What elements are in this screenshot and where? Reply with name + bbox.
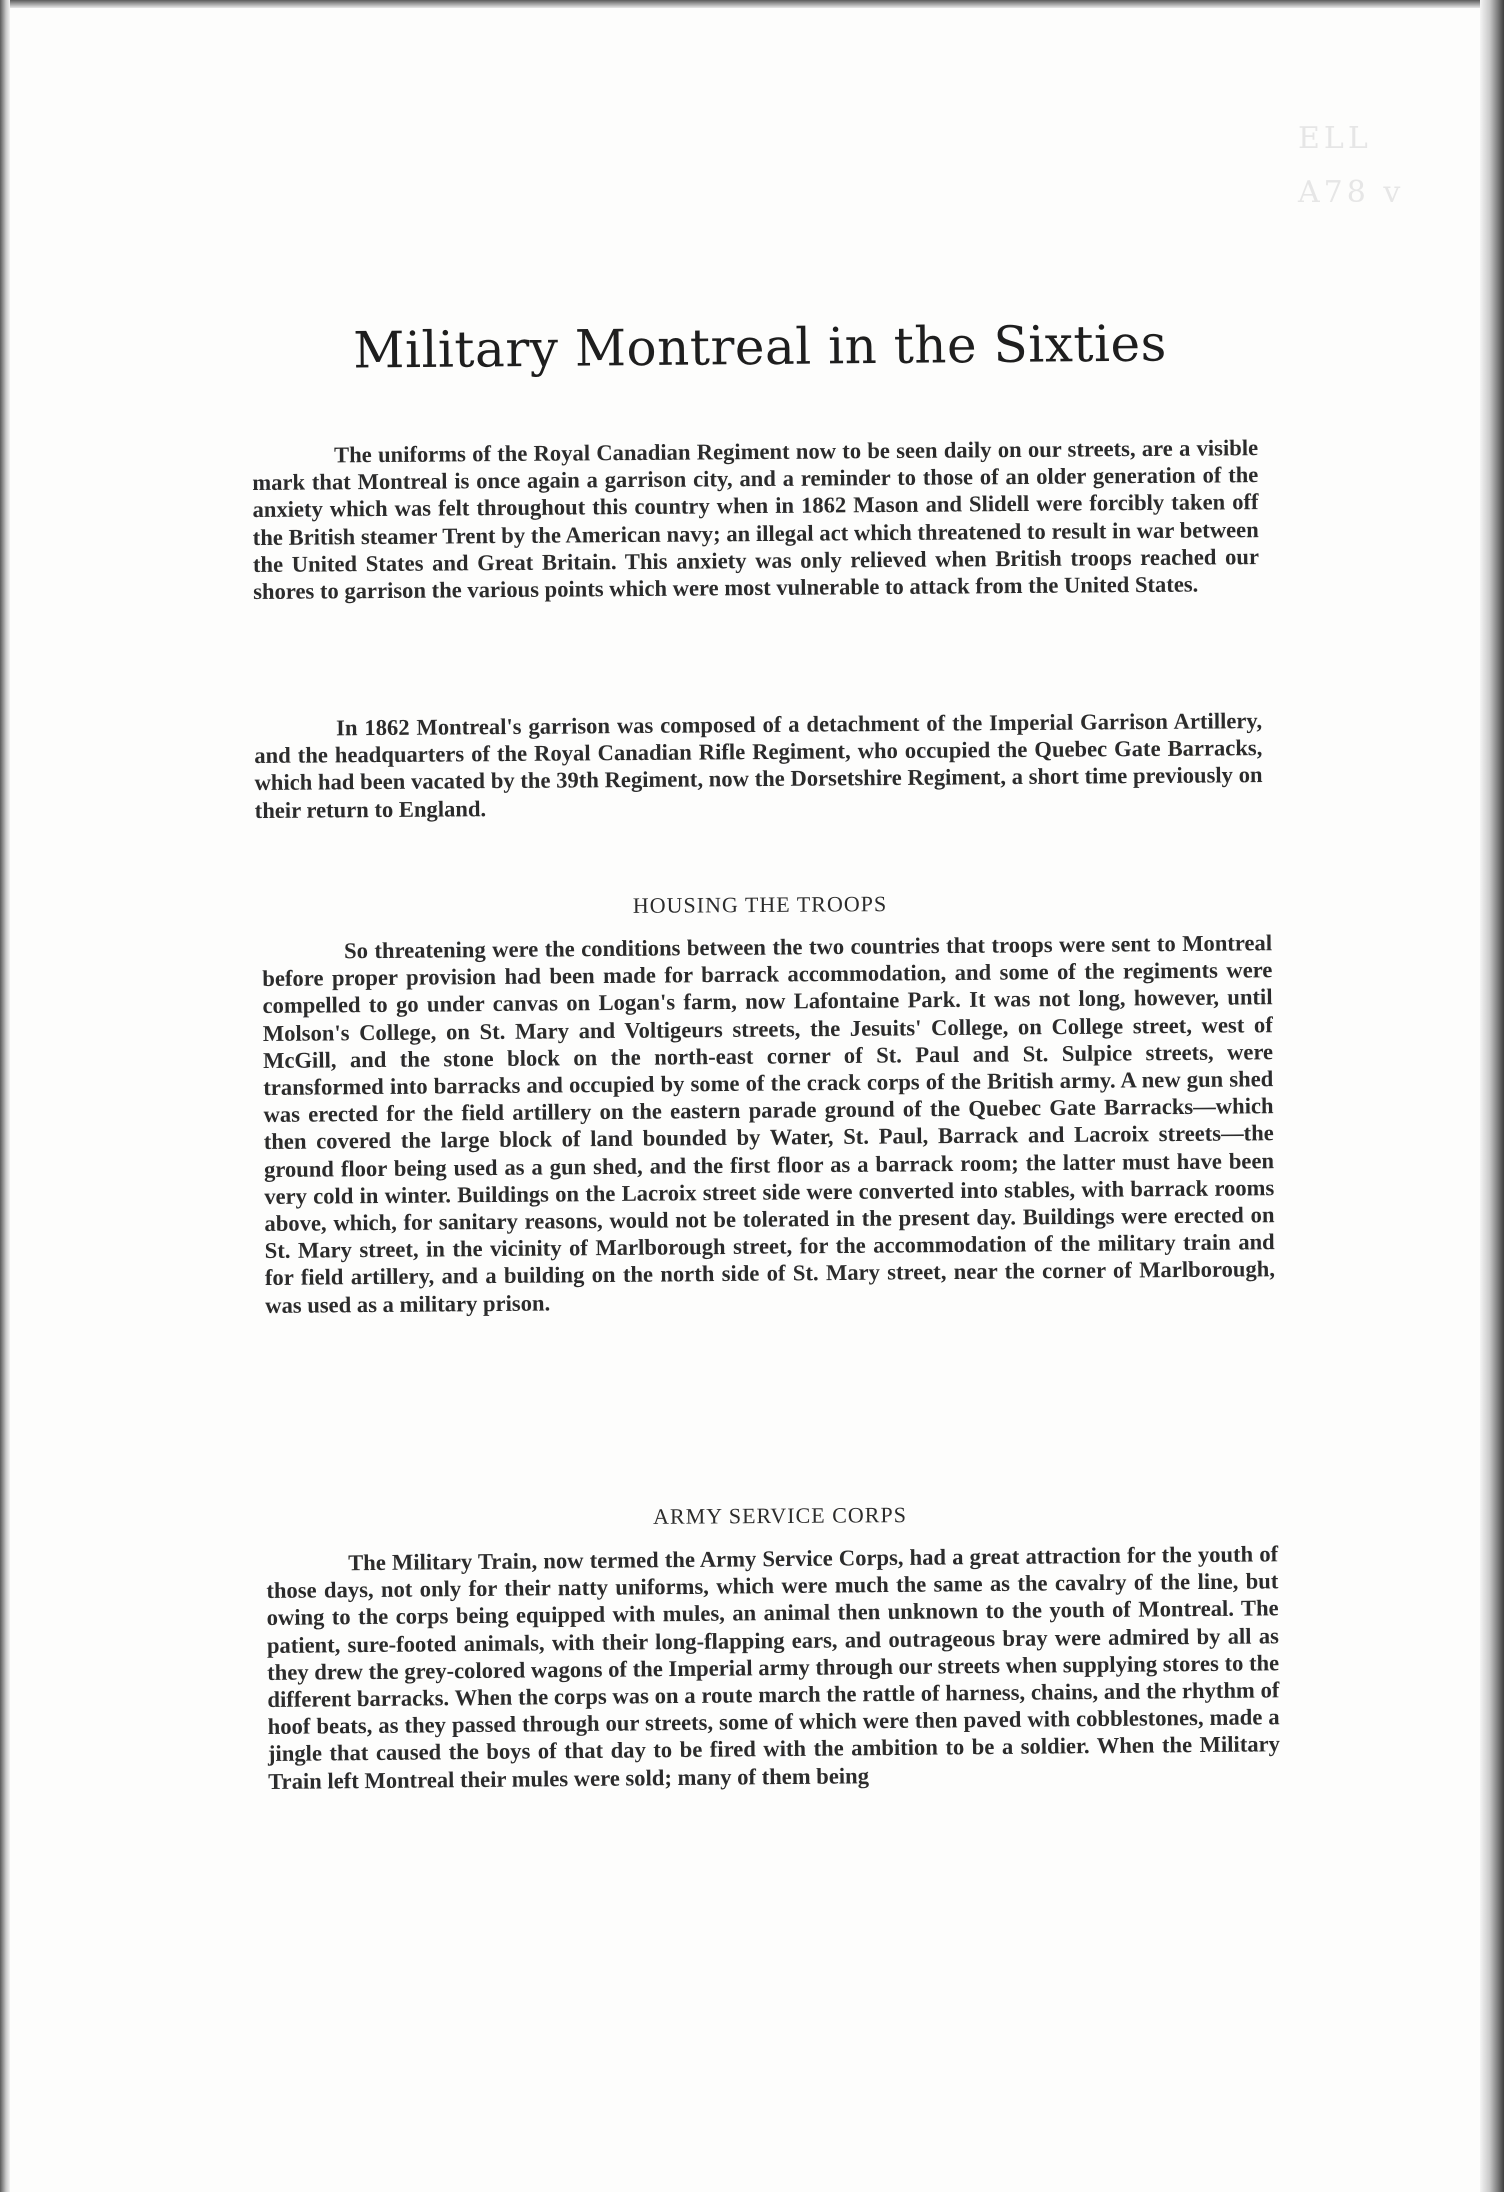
page-title: Military Montreal in the Sixties [352, 314, 1168, 380]
garrison-section [254, 707, 1263, 824]
paragraph-military-train: The Military Train, now termed the Army Service Corps, had a great attraction for the youth of those days, not only for their natty uniforms, which were much the same as the cavalry of the line, but owing to the corps being equipped with mules, an animal then unknown to the youth of Montreal. The patient, sure-footed animals, with their long-flapping ears, and outrageous bray were admired by all as they drew the grey-colored wagons of the Imperial army through our streets when supplying stores to the different barracks. When the corps was on a route march the rattle of harness, chains, and the rhythm of hoof beats, as they passed through our streets, some of which were then paved with cobblestones, made a jingle that caused the boys of that day to be fired with the ambition to be a soldier. When the Military Train left Montreal their mules were sold; many of them being [266, 1541, 1281, 1794]
page-left-edge-shadow [0, 0, 10, 2192]
paragraph-garrison-1862: In 1862 Montreal's garrison was composed of a detachment of the Imperial Garrison Artillery, and the headquarters of the Royal Canadian Rifle Regiment, who occupied the Quebec Gate Barracks, which had been vacated by the 39th Regiment, now the Dorsetshire Regiment, a short time previously on their return to England. [254, 708, 1263, 823]
heading-housing-the-troops: HOUSING THE TROOPS [632, 891, 888, 918]
paragraph-housing: So threatening were the conditions between the two countries that troops were sent to Montreal before proper provision had been made for barrack accommodation, and some of the regiments were compelled to go under canvas on Logan's farm, now Lafontaine Park. It was not long, however, until Molson's College, on St. Mary and Voltigeurs streets, the Jesuits' College, on College street, west of McGill, and the stone block on the north-east corner of St. Paul and St. Sulpice streets, were transformed into barracks and occupied by some of the crack corps of the British army. A new gun shed was erected for the field artillery on the eastern parade ground of the Quebec Gate Barracks—which then covered the large block of land bounded by Water, St. Paul, Barrack and Lacroix streets—the ground floor being used as a gun shed, and the first floor as a barrack room; the latter must have been very cold in winter. Buildings on the Lacroix street side were converted into stables, with barrack rooms above, which, for sanitary reasons, would not be tolerated in the present day. Buildings were erected on St. Mary street, in the vicinity of Marlborough street, for the accommodation of the military train and for field artillery, and a building on the north side of St. Mary street, near the corner of Marlborough, was used as a military prison. [262, 930, 1276, 1318]
army-service-section [266, 1540, 1280, 1795]
paragraph-uniforms: The uniforms of the Royal Canadian Regiment now to be seen daily on our streets, are a visible mark that Montreal is once again a garrison city, and a reminder to those of an older generation of the anxiety which was felt throughout this country when in 1862 Mason and Slidell were forcibly taken off the British steamer Trent by the American navy; an illegal act which threatened to result in war between the United States and Great Britain. This anxiety was only relieved when British troops reached our shores to garrison the various points which were most vulnerable to attack from the United States. [252, 435, 1260, 605]
pencil-margin-note: ELL A78 v [1298, 121, 1405, 210]
heading-army-service-corps: ARMY SERVICE CORPS [653, 1502, 907, 1529]
housing-section [262, 929, 1275, 1319]
page-right-edge-shadow [1480, 0, 1504, 2192]
page-top-edge-shadow [0, 0, 1504, 8]
intro-section [252, 434, 1259, 605]
